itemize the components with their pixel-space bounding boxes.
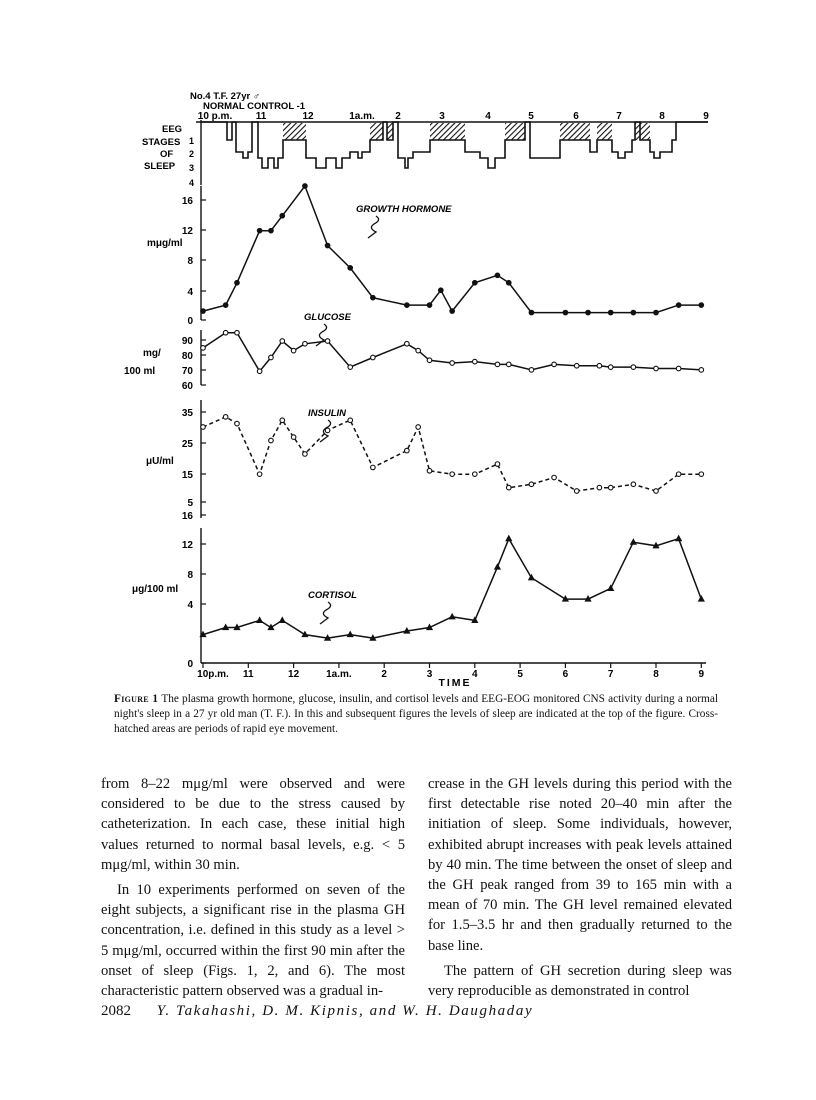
data-point <box>495 362 500 367</box>
data-point <box>235 280 240 285</box>
data-point <box>201 309 206 314</box>
series-line <box>203 417 701 491</box>
data-point <box>676 303 681 308</box>
data-point <box>631 365 636 370</box>
panel-y-label: μU/ml <box>146 456 174 467</box>
data-point <box>416 425 421 430</box>
series-line <box>203 186 701 313</box>
data-point <box>607 584 614 591</box>
stage-tick-2: 2 <box>189 149 195 159</box>
data-point <box>608 485 613 490</box>
time-axis-label: 12 <box>288 669 300 680</box>
data-point <box>427 469 432 474</box>
data-point <box>529 482 534 487</box>
data-point <box>654 366 659 371</box>
y-tick-label: 15 <box>181 470 193 481</box>
eeg-time-label: 7 <box>616 111 622 122</box>
data-point <box>698 595 705 602</box>
series-title: GROWTH HORMONE <box>356 204 452 215</box>
data-point <box>676 472 681 477</box>
data-point <box>631 482 636 487</box>
eeg-time-label: 8 <box>659 111 665 122</box>
data-point <box>676 366 681 371</box>
rem-period-block <box>597 123 612 140</box>
body-paragraph: from 8–22 mμg/ml were observed and were considered to be due to the stress caused by catheterization. In each case, these initial high values returned to normal basal levels, e.g. < 5 mμg/ml, within 30 min. <box>101 776 405 873</box>
data-point <box>269 438 274 443</box>
data-point <box>279 616 286 623</box>
panel-cortisol <box>132 511 705 670</box>
data-point <box>552 362 557 367</box>
panel-y-label-line2: 100 ml <box>124 366 156 377</box>
y-tick-label: 4 <box>187 600 193 611</box>
data-point <box>201 425 206 430</box>
time-axis-label: 8 <box>653 669 659 680</box>
data-point <box>257 472 262 477</box>
series-pointer <box>320 602 331 624</box>
data-point <box>495 273 500 278</box>
time-axis-title: TIME <box>438 677 472 689</box>
panel-y-label: mg/ <box>143 348 161 359</box>
data-point <box>473 280 478 285</box>
rem-period-block <box>387 123 393 140</box>
data-point <box>223 415 228 420</box>
eeg-time-label: 12 <box>302 111 314 122</box>
data-point <box>608 365 613 370</box>
data-point <box>427 303 432 308</box>
eeg-time-label: 3 <box>439 111 445 122</box>
data-point <box>529 310 534 315</box>
data-point <box>291 348 296 353</box>
time-axis-label: 1a.m. <box>326 669 352 680</box>
time-axis-label: 4 <box>472 669 478 680</box>
y-tick-label: 70 <box>181 366 193 377</box>
data-point <box>269 228 274 233</box>
eeg-time-label: 4 <box>485 111 491 122</box>
time-axis-label: 6 <box>562 669 569 680</box>
data-point <box>654 489 659 494</box>
y-tick-label: 90 <box>181 336 193 347</box>
data-point <box>608 310 613 315</box>
data-point <box>371 355 376 360</box>
data-point <box>269 355 274 360</box>
time-axis-label: 2 <box>381 669 387 680</box>
y-tick-label: 12 <box>181 540 193 551</box>
data-point <box>586 310 591 315</box>
eeg-label-3: OF <box>160 149 174 160</box>
eeg-time-label: 6 <box>573 111 579 122</box>
y-tick-label: 0 <box>187 659 193 670</box>
data-point <box>473 359 478 364</box>
data-point <box>325 339 330 344</box>
eeg-time-label: 5 <box>528 111 534 122</box>
eeg-time-label: 9 <box>703 111 709 122</box>
data-point <box>256 616 263 623</box>
eeg-label-4: SLEEP <box>144 161 176 172</box>
time-axis-label: 3 <box>426 669 433 680</box>
data-point <box>371 465 376 470</box>
page-number: 2082 <box>101 1003 131 1019</box>
data-point <box>505 535 512 542</box>
rem-period-block <box>370 123 383 140</box>
stage-tick-3: 3 <box>189 163 195 173</box>
data-point <box>348 266 353 271</box>
data-point <box>201 346 206 351</box>
data-point <box>574 489 579 494</box>
rem-period-block <box>283 123 306 140</box>
data-point <box>280 213 285 218</box>
data-point <box>495 462 500 467</box>
time-axis-label: 7 <box>607 669 614 680</box>
data-point <box>235 330 240 335</box>
data-point <box>303 452 308 457</box>
eeg-time-label: 2 <box>395 111 401 122</box>
body-paragraph: The pattern of GH secretion during sleep was very reproducible as demonstrated in control <box>428 962 732 1000</box>
panel-growth-hormone <box>147 184 704 327</box>
data-point <box>473 472 478 477</box>
data-point <box>223 303 228 308</box>
data-point <box>405 448 410 453</box>
subject-line: No.4 T.F. 27yr ♂ <box>190 91 260 102</box>
rem-period-block <box>505 123 525 140</box>
authors: Y. Takahashi, D. M. Kipnis, and W. H. Daughaday <box>156 1003 534 1019</box>
data-point <box>563 310 568 315</box>
y-tick-label: 25 <box>181 439 193 450</box>
data-point <box>597 363 602 368</box>
data-point <box>347 631 354 638</box>
series-pointer <box>368 216 379 238</box>
panel-y-label: mμg/ml <box>147 238 183 249</box>
series-title: GLUCOSE <box>304 312 351 323</box>
eeg-time-label: 10 p.m. <box>197 111 233 122</box>
panel-insulin <box>146 400 704 518</box>
figure-caption <box>114 692 718 737</box>
condition-line: NORMAL CONTROL -1 <box>203 101 306 112</box>
data-point <box>699 368 704 373</box>
panel-glucose <box>124 312 704 392</box>
body-paragraph: crease in the GH levels during this period with the first detectable rise noted 20–40 min after the initiation of sleep. Some individuals, however, exhibited abrupt increases with peak levels attained by 40 min. The time between the onset of sleep and the GH peak ranged from 39 to 165 min with a mean of 70 min. The GH level remained elevated for 1.5–3.5 hr and then gradually returned to the base line. <box>428 776 732 954</box>
stage-tick-1: 1 <box>189 136 195 146</box>
body-paragraph: In 10 experiments performed on seven of the eight subjects, a significant rise in the plasma GH concentration, i.e. defined in this study as a level > 5 mμg/ml, occurred within the first 90 min after the onset of sleep (Figs. 1, 2, and 6). The most characteristic pattern observed was a gradual in- <box>101 882 405 1000</box>
data-point <box>291 435 296 440</box>
page-footer <box>101 1003 533 1020</box>
caption-lead: Figure 1 <box>114 693 159 705</box>
data-point <box>427 358 432 363</box>
series-line <box>203 539 701 638</box>
data-point <box>699 472 704 477</box>
rem-period-block <box>430 123 465 140</box>
data-point <box>630 538 637 545</box>
caption-text: The plasma growth hormone, glucose, insulin, and cortisol levels and EEG-EOG monitored CNS activity during a normal night's sleep in a 27 yr old man (T. F.). In this and subsequent figures the levels of sleep are indicated at the top of the figure. Cross-hatched areas are periods of rapid eye movement. <box>114 693 718 735</box>
data-point <box>574 363 579 368</box>
time-axis-label: 10p.m. <box>197 669 229 680</box>
data-point <box>405 303 410 308</box>
data-point <box>280 339 285 344</box>
y-tick-label: 8 <box>187 570 193 581</box>
y-tick-label: 4 <box>187 287 193 298</box>
data-point <box>325 243 330 248</box>
data-point <box>325 428 330 433</box>
data-point <box>405 341 410 346</box>
y-tick-label: 0 <box>187 316 193 327</box>
data-point <box>449 613 456 620</box>
body-column-right <box>428 774 732 1001</box>
data-point <box>371 295 376 300</box>
data-point <box>654 310 659 315</box>
data-point <box>303 341 308 346</box>
data-point <box>506 280 511 285</box>
data-point <box>257 228 262 233</box>
eeg-hypnogram <box>142 111 709 188</box>
data-point <box>450 309 455 314</box>
data-point <box>529 368 534 373</box>
data-point <box>506 362 511 367</box>
y-tick-label: 35 <box>181 408 193 419</box>
rem-period-block <box>640 123 650 140</box>
time-axis-label: 9 <box>698 669 705 680</box>
data-point <box>303 184 308 189</box>
eeg-label-2: STAGES <box>142 137 181 148</box>
rem-period-block <box>560 123 590 140</box>
data-point <box>223 330 228 335</box>
stage-tick-4: 4 <box>189 178 195 188</box>
data-point <box>235 421 240 426</box>
y-tick-label: 80 <box>181 351 193 362</box>
y-tick-label: 8 <box>187 256 193 267</box>
data-point <box>597 485 602 490</box>
time-axis-label: 5 <box>517 669 523 680</box>
data-point <box>552 475 557 480</box>
data-point <box>506 485 511 490</box>
data-point <box>257 369 262 374</box>
data-point <box>631 310 636 315</box>
y-tick-label: 16 <box>181 196 193 207</box>
y-tick-label: 5 <box>187 498 193 509</box>
data-point <box>348 365 353 370</box>
data-point <box>416 348 421 353</box>
data-point <box>699 303 704 308</box>
data-point <box>675 535 682 542</box>
data-point <box>348 418 353 423</box>
body-column-left <box>101 774 405 1001</box>
data-point <box>280 418 285 423</box>
eeg-time-label: 1a.m. <box>349 111 375 122</box>
eeg-label-1: EEG <box>162 124 183 135</box>
time-axis-label: 11 <box>243 669 254 680</box>
y-tick-label: 12 <box>181 226 193 237</box>
y-tick-label: 16 <box>181 511 193 522</box>
series-title: CORTISOL <box>308 590 357 601</box>
data-point <box>494 563 501 570</box>
data-point <box>450 361 455 366</box>
series-title: INSULIN <box>308 408 346 419</box>
data-point <box>439 288 444 293</box>
panel-y-label: μg/100 ml <box>132 584 179 595</box>
eeg-time-label: 11 <box>255 111 267 122</box>
y-tick-label: 60 <box>181 381 193 392</box>
data-point <box>450 472 455 477</box>
